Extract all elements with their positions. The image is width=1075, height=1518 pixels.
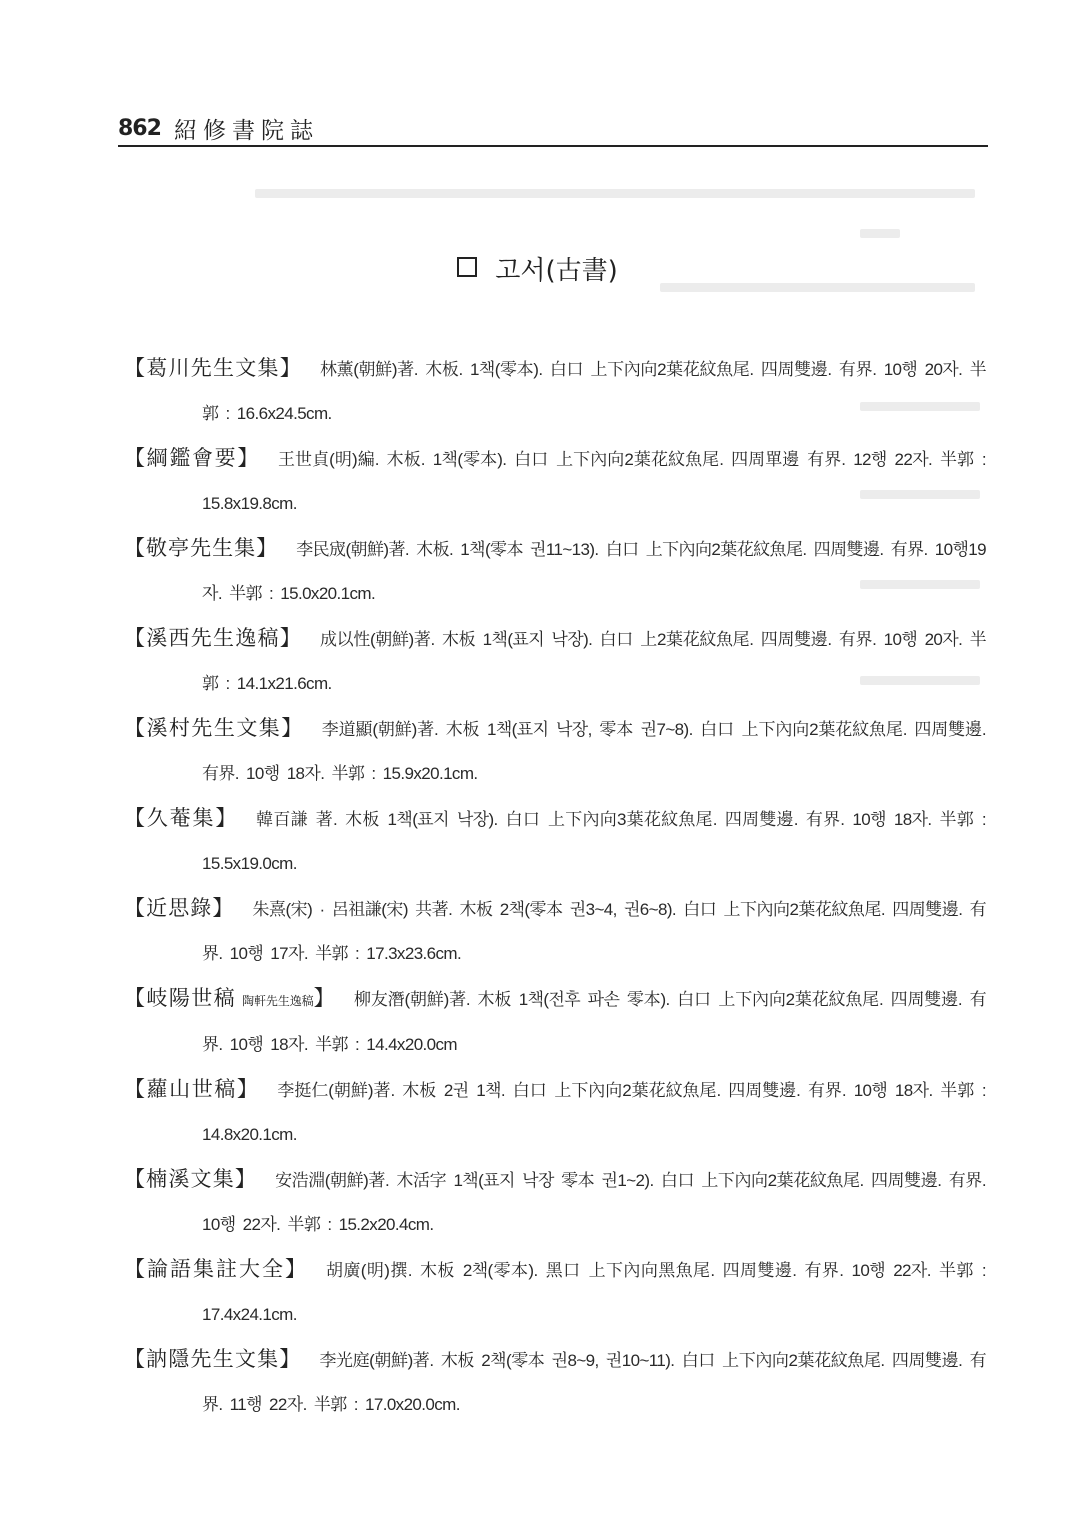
catalog-entry: [124, 346, 986, 436]
book-title: 紹修書院誌: [174, 118, 319, 144]
section-title-text: 고서(古書): [495, 256, 618, 286]
entry-description: 成以性(朝鮮)著. 木板 1책(표지 낙장). 白口 上2葉花紋魚尾. 四周雙邊. 有界. 10행 20자. 半郭 : 14.1x21.6cm.: [202, 630, 987, 693]
entry-title: 【楠溪文集】: [124, 1167, 258, 1191]
catalog-entry: [124, 796, 986, 886]
entry-description: 林薰(朝鮮)著. 木板. 1책(零本). 白口 上下內向2葉花紋魚尾. 四周雙邊. 有界. 10행 20자. 半郭 : 16.6x24.5cm.: [202, 360, 987, 423]
header-rule: [118, 145, 988, 147]
entry-description: 柳友潛(朝鮮)著. 木板 1책(전후 파손 零本). 白口 上下內向2葉花紋魚尾. 四周雙邊. 有界. 10행 18자. 半郭 : 14.4x20.0cm: [202, 990, 986, 1054]
entry-title: 【久菴集】: [124, 806, 239, 830]
entry-description: 韓百謙 著. 木板 1책(표지 낙장). 白口 上下內向3葉花紋魚尾. 四周雙邊. 有界. 10행 18자. 半郭 : 15.5x19.0cm.: [202, 810, 987, 873]
bleed-through-mark: [255, 189, 975, 198]
entry-title: 【敬亭先生集】: [124, 536, 279, 560]
catalog-entry: [124, 1067, 986, 1157]
entry-title: 【訥隱先生文集】: [124, 1347, 302, 1371]
entry-description: 李道顯(朝鮮)著. 木板 1책(표지 낙장, 零本 권7~8). 白口 上下內向2葉花紋魚尾. 四周雙邊. 有界. 10행 18자. 半郭 : 15.9x20.1cm.: [202, 720, 987, 783]
catalog-entry: [124, 886, 986, 976]
entry-title: 【綱鑑會要】: [124, 446, 260, 470]
entry-description: 胡廣(明)撰. 木板 2책(零本). 黑口 上下內向黑魚尾. 四周雙邊. 有界. 10행 22자. 半郭 : 17.4x24.1cm.: [202, 1261, 987, 1324]
entry-title: 【溪村先生文集】: [124, 716, 304, 740]
catalog-entry: [124, 616, 986, 706]
checkbox-square-icon: [457, 257, 477, 277]
catalog-entry: [124, 976, 986, 1067]
entry-title: 【論語集註大全】: [124, 1257, 308, 1281]
catalog-entry: [124, 706, 986, 796]
entry-description: 李民宬(朝鮮)著. 木板. 1책(零本 권11~13). 白口 上下內向2葉花紋魚尾. 四周雙邊. 有界. 10행19자. 半郭 : 15.0x20.1cm.: [202, 540, 987, 603]
catalog-entry: [124, 526, 986, 616]
entry-title: 【溪西先生逸稿】: [124, 626, 302, 650]
section-title: [0, 250, 1075, 287]
entry-description: 王世貞(明)編. 木板. 1책(零本). 白口 上下內向2葉花紋魚尾. 四周單邊 有界. 12행 22자. 半郭 : 15.8x19.8cm.: [202, 450, 986, 513]
entry-description: 李挺仁(朝鮮)著. 木板 2권 1책. 白口 上下內向2葉花紋魚尾. 四周雙邊. 有界. 10행 18자. 半郭 : 14.8x20.1cm.: [202, 1081, 986, 1144]
entry-title-close: 】: [313, 986, 337, 1010]
catalog-entry: [124, 1337, 986, 1427]
entry-description: 安浩淵(朝鮮)著. 木活字 1책(표지 낙장 零本 권1~2). 白口 上下內向2葉花紋魚尾. 四周雙邊. 有界. 10행 22자. 半郭 : 15.2x20.4cm.: [202, 1171, 986, 1234]
entry-title: [124, 986, 336, 1010]
catalog-entry: [124, 1157, 986, 1247]
entry-title: 【近思錄】: [124, 896, 235, 920]
entry-title: 【蘿山世稿】: [124, 1077, 260, 1101]
entry-subtitle: 陶軒先生逸稿: [242, 994, 314, 1008]
entry-description: 朱熹(宋) · 呂祖謙(宋) 共著. 木板 2책(零本 권3~4, 권6~8). 白口 上下內向2葉花紋魚尾. 四周雙邊. 有界. 10행 17자. 半郭 : 17.3x23.6cm.: [202, 900, 987, 963]
entry-title-main: 【岐陽世稿: [124, 986, 237, 1010]
running-header: [118, 112, 988, 152]
entry-description: 李光庭(朝鮮)著. 木板 2책(零本 권8~9, 권10~11). 白口 上下內向2葉花紋魚尾. 四周雙邊. 有界. 11행 22자. 半郭 : 17.0x20.0cm.: [202, 1351, 986, 1414]
catalog-entry: [124, 1247, 986, 1337]
page-number: 862: [118, 116, 161, 141]
entry-title: 【葛川先生文集】: [124, 356, 302, 380]
catalog-entry: [124, 436, 986, 526]
bleed-through-mark: [860, 229, 900, 238]
catalog-entries: [124, 346, 986, 1427]
